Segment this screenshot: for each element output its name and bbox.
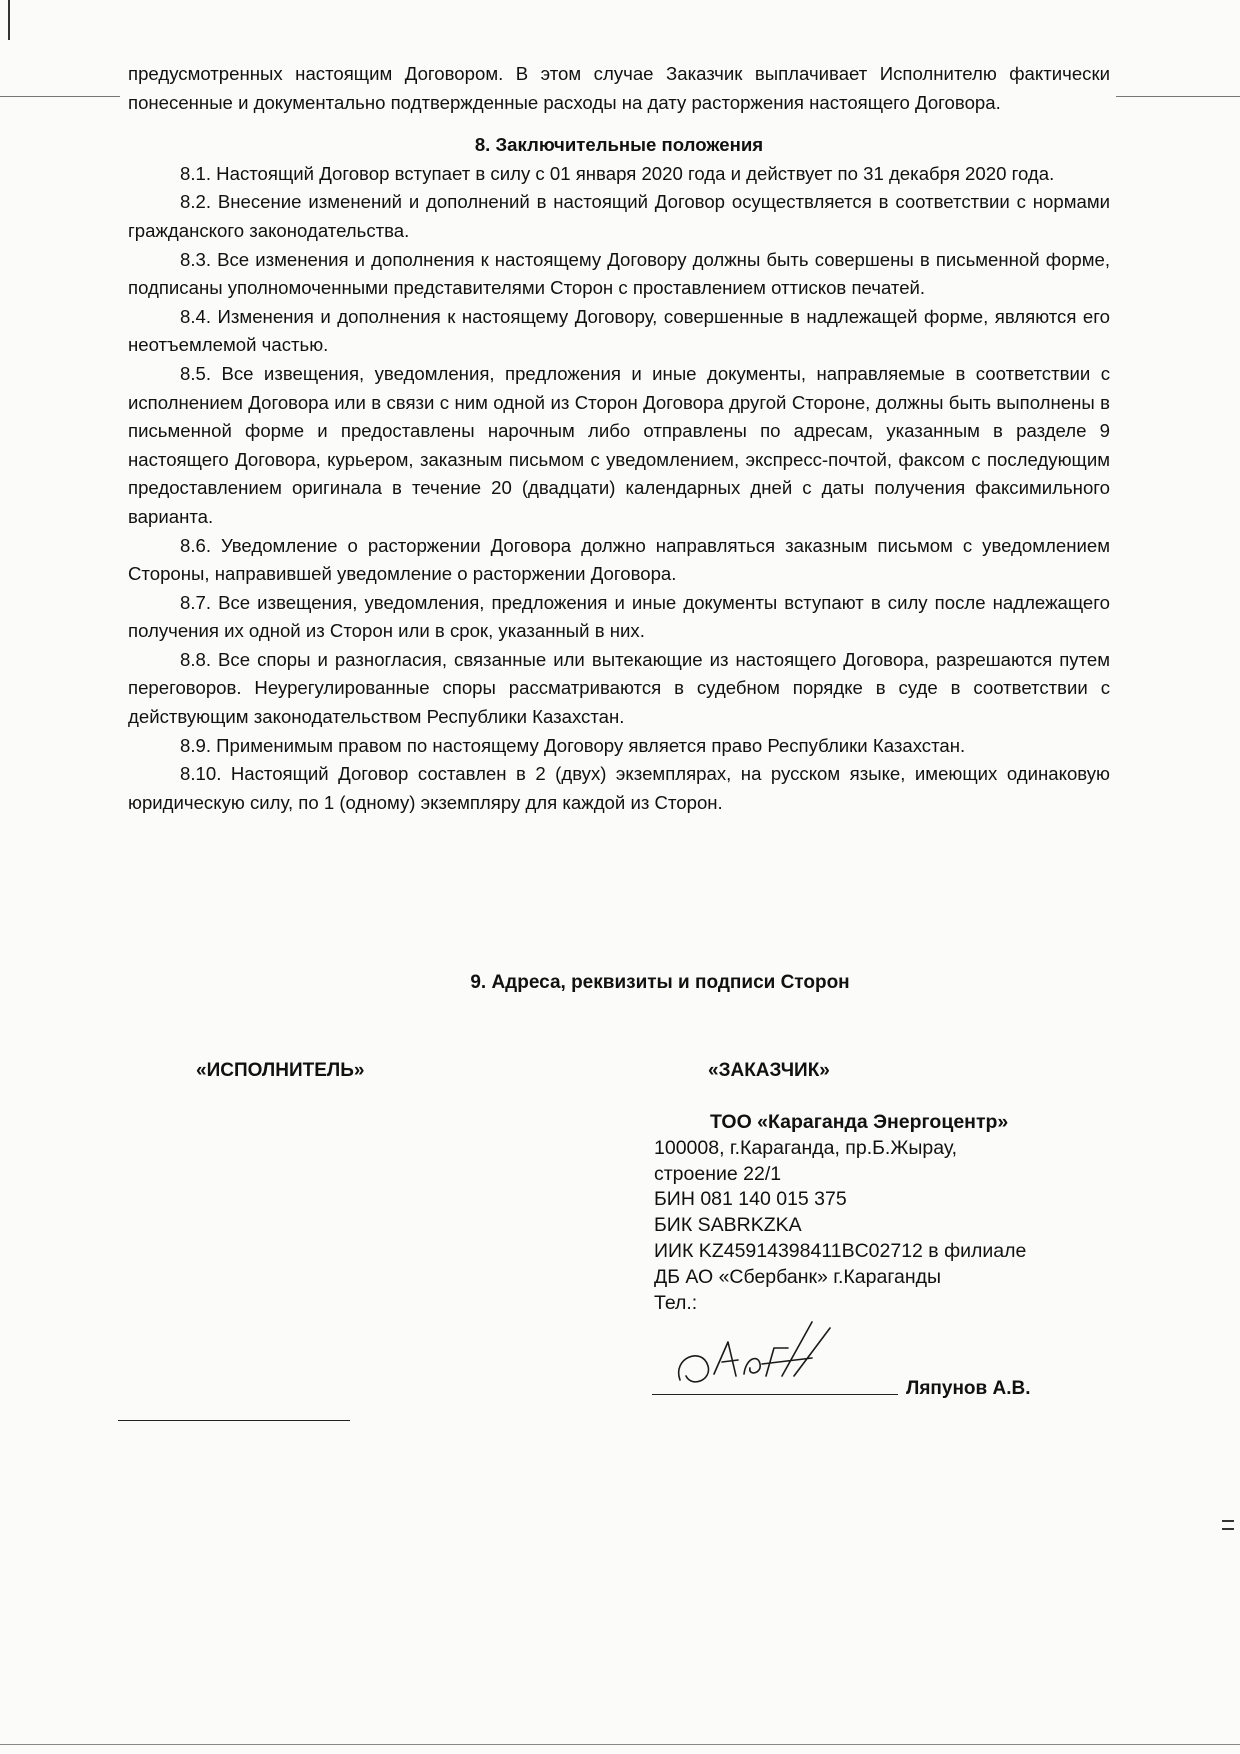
clause-8-10: 8.10. Настоящий Договор составлен в 2 (двух) экземплярах, на русском языке, имеющих одинаковую юридическую силу, по 1 (одному) экземпляру для каждой из Сторон. xyxy=(128,763,1110,813)
executor-signature-line xyxy=(118,1420,350,1421)
scan-edge-mark-top-right xyxy=(1116,96,1240,97)
clause-8-4: 8.4. Изменения и дополнения к настоящему Договору, совершенные в надлежащей форме, являются его неотъемлемой частью. xyxy=(128,305,1110,356)
clause-8-1: 8.1. Настоящий Договор вступает в силу с 01 января 2020 года и действует по 31 декабря 2020 года. xyxy=(180,162,1055,184)
customer-address-line2: строение 22/1 xyxy=(654,1162,782,1185)
customer-iik: ИИК KZ45914398411BC02712 в филиале xyxy=(654,1239,1027,1262)
executor-label: «ИСПОЛНИТЕЛЬ» xyxy=(196,1060,365,1081)
customer-bik: БИК SABRKZKA xyxy=(654,1214,802,1237)
customer-bin: БИН 081 140 015 375 xyxy=(654,1188,847,1211)
clause-8-8: 8.8. Все споры и разногласия, связанные или вытекающие из настоящего Договора, разрешаются путем переговоров. Неурегулированные споры рассматриваются в судебном порядке в суде в соответствии с действующим законодательством Республики Казахстан. xyxy=(128,648,1110,728)
scan-edge-mark-right-1 xyxy=(1222,1520,1234,1522)
scan-edge-mark-left xyxy=(8,0,10,40)
customer-company: ТОО «Караганда Энергоцентр» xyxy=(710,1111,1009,1133)
scan-edge-mark-top xyxy=(0,96,120,97)
customer-phone: Тел.: xyxy=(654,1291,698,1314)
clause-8-7: 8.7. Все извещения, уведомления, предложения и иные документы вступают в силу после надлежащего получения их одной из Сторон или в срок, указанный в них. xyxy=(128,591,1110,642)
scan-edge-mark-bottom xyxy=(0,1744,1240,1745)
clause-8-6: 8.6. Уведомление о расторжении Договора должно направляться заказным письмом с уведомлением Стороны, направившей уведомление о расторжении Договора. xyxy=(128,534,1110,585)
clause-8-9: 8.9. Применимым правом по настоящему Договору является право Республики Казахстан. xyxy=(180,734,966,756)
customer-requisites xyxy=(654,1110,1114,1316)
intro-paragraph: предусмотренных настоящим Договором. В этом случае Заказчик выплачивает Исполнителю фактически понесенные и документально подтвержденные расходы на дату расторжения настоящего Договора. xyxy=(128,63,1110,113)
clause-8-5: 8.5. Все извещения, уведомления, предложения и иные документы, направляемые в соответствии с исполнением Договора или в связи с ним одной из Сторон Договора другой Стороне, должны быть выполнены в письменной форме и предоставлены нарочным либо отправлены по адресам, указанным в разделе 9 настоящего Договора, курьером, заказным письмом с уведомлением, экспресс-почтой, факсом с последующим предоставлением оригинала в течение 20 (двадцати) календарных дней с даты получения факсимильного варианта. xyxy=(128,362,1110,527)
clause-8-2: 8.2. Внесение изменений и дополнений в настоящий Договор осуществляется в соответствии с нормами гражданского законодательства. xyxy=(128,191,1110,241)
clause-8-3: 8.3. Все изменения и дополнения к настоящему Договору должны быть совершены в письменной форме, подписаны уполномоченными представителями Сторон с проставлением оттисков печатей. xyxy=(128,248,1110,299)
customer-bank: ДБ АО «Сбербанк» г.Караганды xyxy=(654,1265,942,1288)
document-body xyxy=(128,60,1110,817)
customer-label: «ЗАКАЗЧИК» xyxy=(708,1060,830,1081)
customer-address-line1: 100008, г.Караганда, пр.Б.Жырау, xyxy=(654,1136,958,1159)
customer-signature-line xyxy=(652,1394,898,1395)
section-8-title: 8. Заключительные положения xyxy=(474,134,764,156)
section-9-title: 9. Адреса, реквизиты и подписи Сторон xyxy=(470,972,850,993)
scan-edge-mark-right-2 xyxy=(1222,1528,1234,1530)
customer-signer-name: Ляпунов А.В. xyxy=(906,1378,1031,1399)
